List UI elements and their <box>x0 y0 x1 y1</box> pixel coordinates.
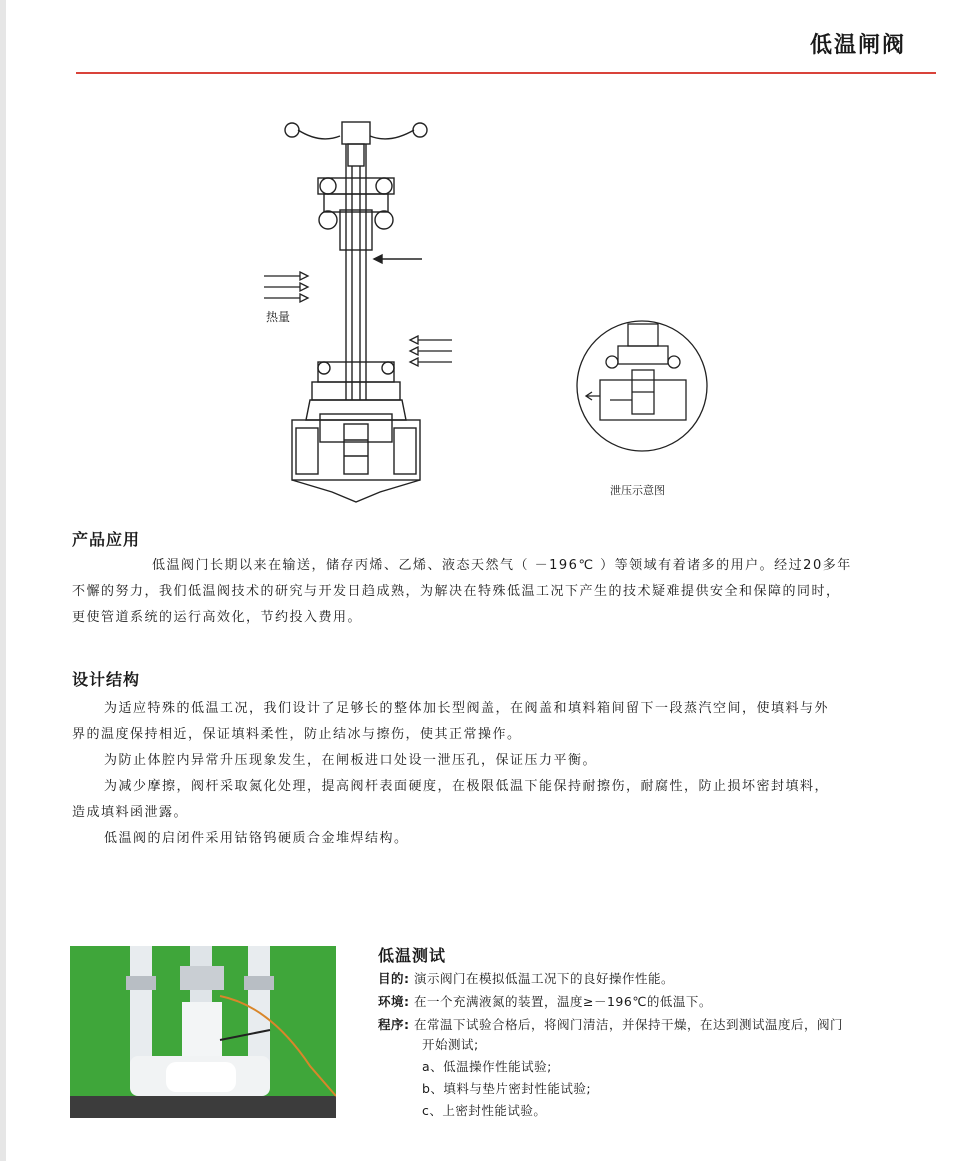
page-title: 低温闸阀 <box>809 33 906 58</box>
application-line-3: 更使管道系统的运行高效化，节约投入费用。 <box>72 610 363 625</box>
design-line-4: 为减少摩擦，阀杆采取氮化处理，提高阀杆表面硬度，在极限低温下能保持耐擦伤，耐腐性，防止损坏密封填料， <box>104 779 830 794</box>
design-line-2: 界的温度保持相近，保证填料柔性，防止结冰与擦伤，使其正常操作。 <box>72 727 522 742</box>
design-heading: 设计结构 <box>72 670 141 689</box>
valve-drawing <box>200 100 740 520</box>
procedure-text-2: 开始测试; <box>422 1037 479 1052</box>
test-item-c: c、上密封性能试验。 <box>422 1103 547 1118</box>
environment-label: 环境: <box>378 994 410 1009</box>
test-procedure-row <box>378 1016 843 1034</box>
design-line-1: 为适应特殊的低温工况，我们设计了足够长的整体加长型阀盖，在阀盖和填料箱间留下一段蒸汽空间，使填料与外 <box>104 701 830 716</box>
application-line-2: 不懈的努力，我们低温阀技术的研究与开发日趋成熟，为解决在特殊低温工况下产生的技术疑难提供安全和保障的同时， <box>72 584 841 599</box>
relief-diagram-caption: 泄压示意图 <box>610 484 665 497</box>
test-heading: 低温测试 <box>378 946 447 965</box>
environment-text: 在一个充满液氮的装置，温度≥－196℃的低温下。 <box>413 994 712 1009</box>
design-line-5: 造成填料函泄露。 <box>72 805 189 820</box>
title-rule <box>76 72 936 74</box>
design-line-6: 低温阀的启闭件采用钴铬钨硬质合金堆焊结构。 <box>104 831 409 846</box>
test-item-b: b、填料与垫片密封性能试验; <box>422 1081 592 1096</box>
test-photo-illustration <box>70 946 336 1118</box>
test-environment-row <box>378 993 712 1011</box>
procedure-label: 程序: <box>378 1017 410 1032</box>
cryogenic-test-photo <box>70 946 336 1118</box>
application-line-1: 低温阀门长期以来在输送，储存丙烯、乙烯、液态天然气（ －196℃ ）等领域有着诸多的用户。经过20多年 <box>152 558 852 573</box>
test-item-a: a、低温操作性能试验; <box>422 1059 552 1074</box>
design-line-3: 为防止体腔内异常升压现象发生，在闸板进口处设一泄压孔，保证压力平衡。 <box>104 753 598 768</box>
purpose-text: 演示阀门在模拟低温工况下的良好操作性能。 <box>413 971 674 986</box>
application-heading: 产品应用 <box>72 530 141 549</box>
purpose-label: 目的: <box>378 971 410 986</box>
page-edge-shadow <box>0 0 6 1161</box>
procedure-text-1: 在常温下试验合格后，将阀门清洁，并保持干燥，在达到测试温度后，阀门 <box>413 1017 843 1032</box>
test-purpose-row <box>378 970 674 988</box>
heat-label: 热量 <box>266 310 291 324</box>
